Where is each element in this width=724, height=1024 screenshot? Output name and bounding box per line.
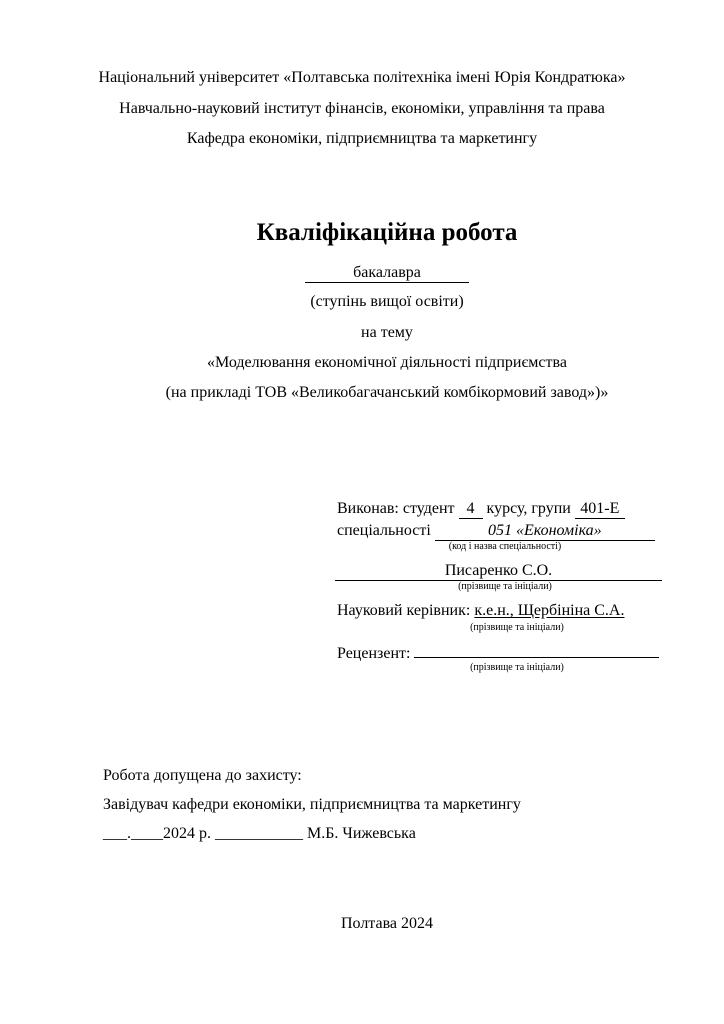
course-value: 4: [459, 500, 483, 519]
topic-line-2: (на прикладі ТОВ «Великобагачанський комбікормовий завод»)»: [165, 384, 609, 401]
admission-date: ___.____2024 р.: [103, 825, 211, 842]
specialty-hint: (код і назва спеціальності): [448, 541, 562, 552]
admission-line-2: Завідувач кафедри економіки, підприємництва та маркетингу: [103, 796, 521, 813]
city-year: Полтава 2024: [340, 915, 434, 932]
specialty-label: спеціальності: [337, 522, 431, 539]
topic-line-1: «Моделювання економічної діяльності підприємства: [207, 354, 567, 371]
reviewer-label: Рецензент:: [337, 645, 411, 662]
author-name-line: [335, 561, 662, 581]
course-group-label: курсу, групи: [486, 500, 571, 517]
reviewer-line: [337, 643, 659, 664]
supervisor-name: к.е.н., Щербініна С.А.: [474, 602, 625, 619]
supervisor-label: Науковий керівник:: [337, 602, 471, 619]
degree-hint: (ступінь вищої освіти): [310, 293, 464, 310]
supervisor-line: [337, 601, 624, 621]
author-name-hint: (прізвище та ініціали): [458, 581, 552, 592]
head-of-department-name: М.Б. Чижевська: [307, 825, 416, 842]
supervisor-hint: (прізвище та ініціали): [470, 622, 564, 633]
department-name: Кафедра економіки, підприємництва та маркетингу: [186, 130, 538, 147]
reviewer-hint: (прізвище та ініціали): [470, 662, 564, 673]
institute-name: Навчально-науковий інститут фінансів, економіки, управління та права: [119, 100, 605, 117]
admission-line-1: Робота допущена до захисту:: [103, 767, 302, 784]
specialty-line: [337, 521, 655, 541]
author-name: Писаренко С.О.: [335, 562, 662, 581]
performed-label: Виконав: студент: [337, 500, 455, 517]
university-name: Національний університет «Полтавська політехніка імені Юрія Кондратюка»: [98, 69, 626, 86]
group-value: 401-Е: [575, 500, 625, 519]
admission-line-3: [103, 824, 416, 844]
topic-label: на тему: [361, 324, 413, 341]
head-signature-blank: ___________: [215, 825, 303, 842]
document-title: Кваліфікаційна робота: [256, 219, 518, 246]
reviewer-signature-blank: [414, 643, 659, 658]
degree-value: бакалавра: [305, 264, 469, 283]
specialty-value: 051 «Економіка»: [435, 522, 655, 541]
degree-line: [25, 263, 724, 283]
performed-line: [337, 499, 625, 519]
